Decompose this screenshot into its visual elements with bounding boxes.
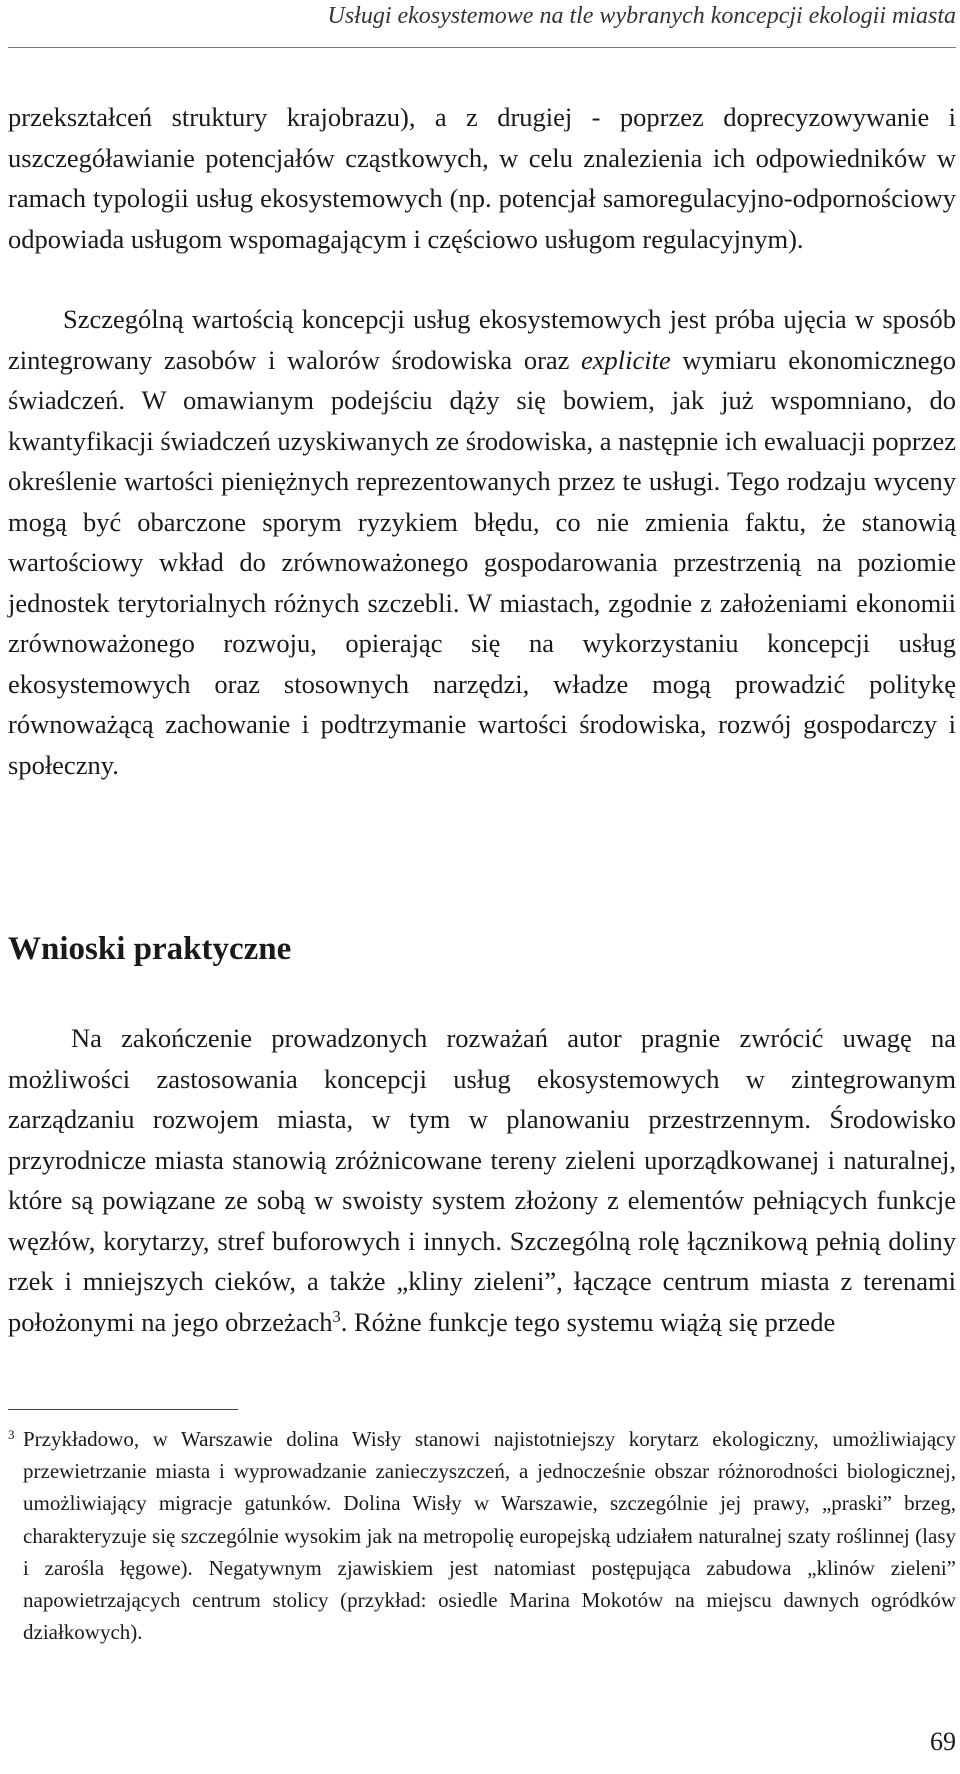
section-paragraph-text-start: Na zakończenie prowadzonych rozważań autor pragnie zwrócić uwagę na możliwości zastosowania koncepcji usług ekosystemowych w zintegrowanym zarządzaniu rozwojem miasta, w tym w planowaniu przestrzennym. Środowisko przyrodnicze miasta stanowią zróżnicowane tereny zieleni uporządkowanej i naturalnej, które są powiązane ze sobą w swoisty system złożony z elementów pełniących funkcje węzłów, korytarzy, stref buforowych i innych. Szczególną rolę łącznikową pełnią doliny rzek i mniejszych cieków, a także „kliny zieleni”, łączące centrum miasta z terenami położonymi na jego obrzeżach <box>8 1023 956 1337</box>
section-paragraph <box>8 1018 956 1342</box>
running-head <box>0 0 960 50</box>
paragraph-2-text-start: Szczególną wartością koncepcji usług ekosystemowych jest próba ujęcia w sposób zintegrowany zasobów i walorów środowiska oraz <box>8 304 956 375</box>
page-number: 69 <box>930 1727 956 1756</box>
footnote-mark <box>8 1423 23 1455</box>
paragraph-2-italic-term: explicite <box>581 344 671 375</box>
section-paragraph-text-end: . Różne funkcje tego systemu wiążą się przede <box>340 1306 836 1337</box>
paragraph-2-text-end: wymiaru ekonomicznego świadczeń. W omawianym podejściu dąży się bowiem, jak już wspomniano, do kwantyfikacji świadczeń uzyskiwanych ze środowiska, a następnie ich ewaluacji poprzez określenie wartości pieniężnych reprezentowanych przez te usługi. Tego rodzaju wyceny mogą być obarczone sporym ryzykiem błędu, co nie zmienia faktu, że stanowią wartościowy wkład do zrównoważonego gospodarowania przestrzenią na poziomie jednostek terytorialnych różnych szczebli. W miastach, zgodnie z założeniami ekonomii zrównoważonego rozwoju, opierając się na wykorzystaniu koncepcji usług ekosystemowych oraz stosownych narzędzi, władze mogą prowadzić politykę równoważącą zachowanie i podtrzymanie wartości środowiska, rozwój gospodarczy i społeczny. <box>8 344 956 780</box>
footnote-text: Przykładowo, w Warszawie dolina Wisły stanowi najistotniejszy korytarz ekologiczny, umożliwiający przewietrzanie miasta i wyprowadzanie zanieczyszczeń, a jednocześnie obszar różnorodności biologicznej, umożliwiający migracje gatunków. Dolina Wisły w Warszawie, szczególnie jej prawy, „praski” brzeg, charakteryzuje się szczególnie wysokim jak na metropolię europejską udziałem naturalnej szaty roślinnej (lasy i zarośla łęgowe). Negatywnym zjawiskiem jest natomiast postępująca zabudowa „klinów zieleni” napowietrzających centrum stolicy (przykład: osiedle Marina Mokotów na miejscu dawnych ogródków działkowych). <box>23 1427 956 1645</box>
header-rule <box>8 47 956 48</box>
paragraph-2 <box>8 299 956 785</box>
section-heading: Wnioski praktyczne <box>8 931 292 967</box>
footnote-rule <box>8 1409 238 1410</box>
paragraph-1: przekształceń struktury krajobrazu), a z drugiej - poprzez doprecyzowywanie i uszczegóławianie potencjałów cząstkowych, w celu znalezienia ich odpowiedników w ramach typologii usług ekosystemowych (np. potencjał samoregulacyjno-odpornościowy odpowiada usługom wspomagającym i częściowo usługom regulacyjnym). <box>8 102 956 254</box>
footnote-number: 3 <box>8 1426 15 1442</box>
running-head-title: Usługi ekosystemowe na tle wybranych koncepcji ekologii miasta <box>327 3 956 29</box>
footnote-reference[interactable]: 3 <box>332 1306 341 1326</box>
footnote <box>8 1423 956 1648</box>
